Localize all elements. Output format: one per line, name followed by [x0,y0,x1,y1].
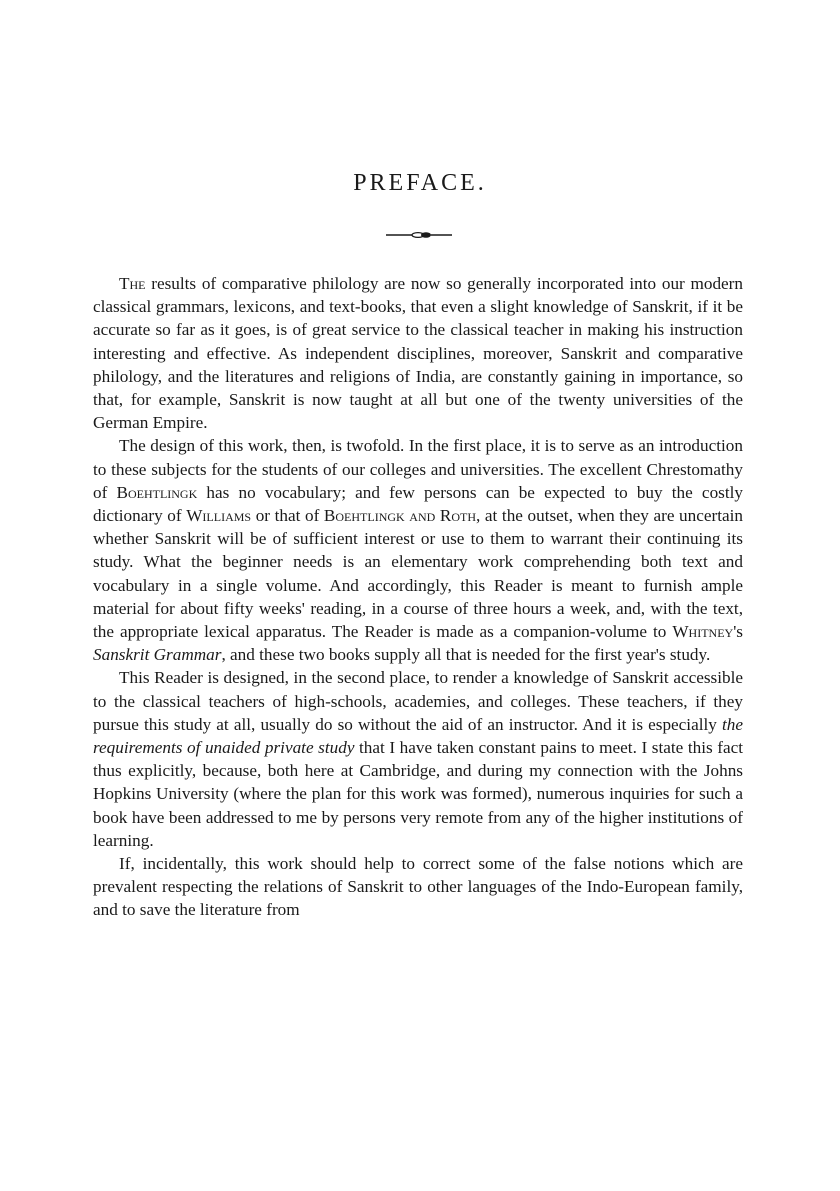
page-title: PREFACE. [353,170,487,196]
text-run: If, incidentally, this work should help to correct some of the false notions which are prevalent respecting the relations of Sanskrit to other languages of the Indo-European family, and to save the literature from [93,854,743,920]
text-run: , at the outset, when they are uncertain whether Sanskrit will be of sufficient interest or use to them to warrant their continuing its study. What the beginner needs is an elementary work comprehending both text and vocabulary in a single volume. And accordingly, this Reader is meant to furnish ample material for about fifty weeks' reading, in a course of three hours a week, and, with the text, the appropriate lexical apparatus. The Reader is made as a companion-volume to [93,506,744,642]
text-run: that I have taken constant pains to meet. I state this fact thus explicitly, because, both here at Cambridge, and during my connection with the Johns Hopkins University (where the plan for this work was formed), numerous inquiries for such a book have been addressed to me by persons very remote from any of the higher institutions of learning. [93,738,743,850]
text-run: The design of this work, then, is twofold. In the first place, it is to serve as an introduction to these subjects for the students of our colleges and universities. The excellent Chrestomathy of [93,436,743,502]
italic-text: Sanskrit Grammar [93,645,222,665]
small-caps-text: Boehtlingk and Roth [323,506,477,526]
paragraph [93,852,743,922]
text-run: has no vocabulary; and few persons can be expected to buy the costly dictionary of [93,482,743,526]
paragraph [93,272,743,434]
italic-text: the requirements of unaided private study [93,714,743,758]
small-caps-text: Whitney [672,622,734,642]
text-run: or that of [251,506,324,526]
preface-body [93,272,743,922]
small-caps-text: Boehtlingk [116,482,198,502]
small-caps-text: The [119,274,146,293]
text-run: 's [733,622,743,642]
text-run: , and these two books supply all that is needed for the first year's study. [221,645,711,665]
paragraph [93,434,743,666]
paragraph [93,666,743,852]
ornament-divider-icon [0,228,840,242]
small-caps-text: Williams [186,506,252,526]
text-run: results of comparative philology are now so generally incorporated into our modern classical grammars, lexicons, and text-books, that even a slight knowledge of Sanskrit, if it be accurate so far as it goes, is of great service to the classical teacher in making his instruction interesting and effective. As independent disciplines, moreover, Sanskrit and comparative philology, and the literatures and religions of India, are constantly gaining in importance, so that, for example, Sanskrit is now taught at all but one of the twenty universities of the German Empire. [93,274,743,433]
text-run: This Reader is designed, in the second place, to render a knowledge of Sanskrit accessible to the classical teachers of high-schools, academies, and colleges. These teachers, if they pursue this study at all, usually do so without the aid of an instructor. And it is especially [93,668,743,734]
